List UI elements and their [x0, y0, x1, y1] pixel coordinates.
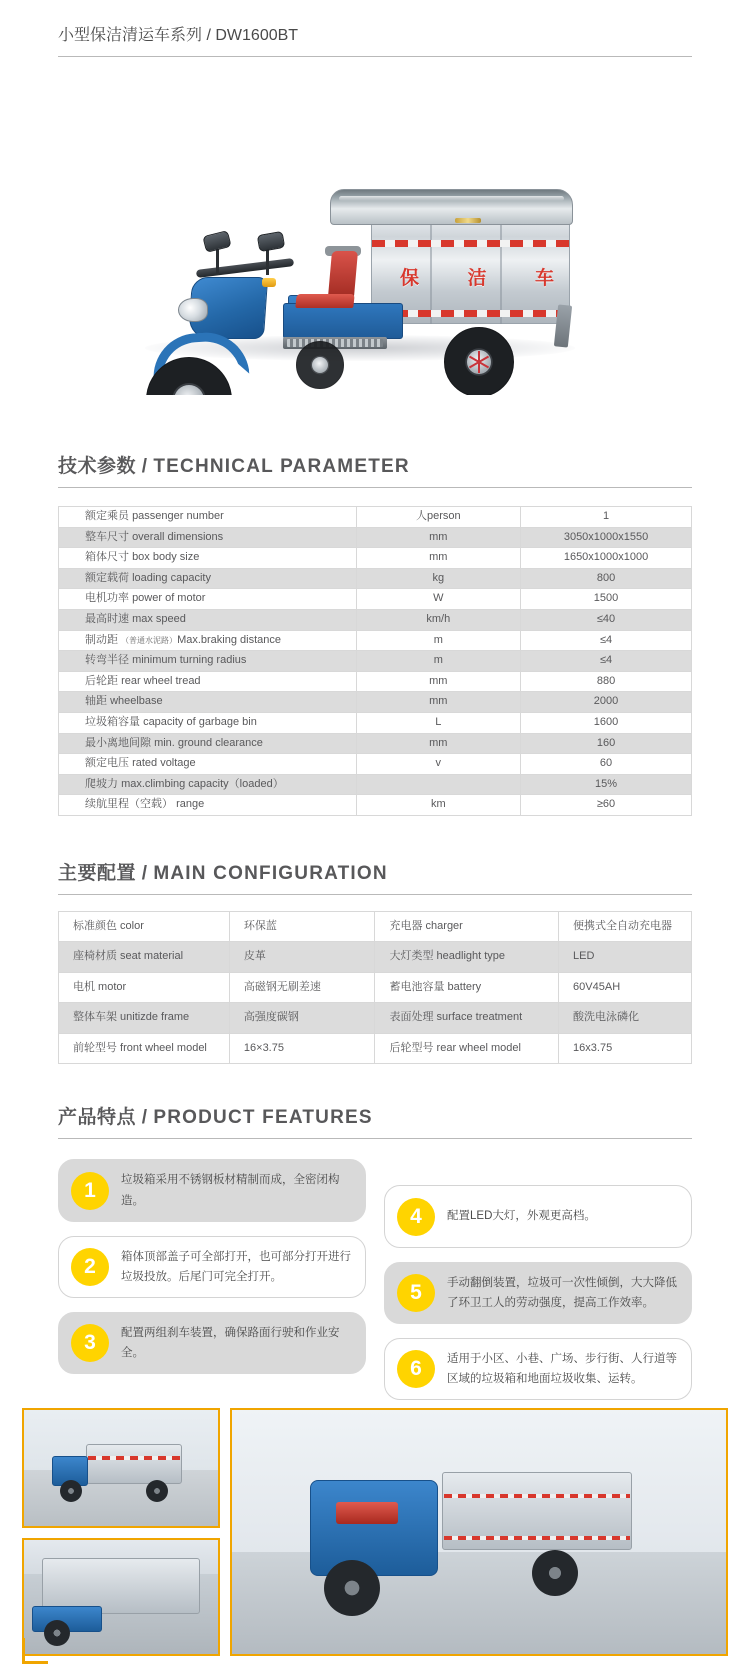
technical-row-name: [59, 671, 357, 692]
mirror-right-stem: [266, 249, 269, 275]
technical-row-name-cn: 电机功率: [85, 592, 129, 605]
technical-row-unit: km: [356, 795, 521, 816]
technical-row-name-en: rear wheel tread: [121, 674, 201, 687]
technical-row-name: [59, 651, 357, 672]
table-row: [59, 651, 692, 672]
photo-main-seat: [336, 1502, 398, 1524]
feature-text: 手动翻倒装置，垃圾可一次性倾倒，大大降低了环卫工人的劳动强度，提高工作效率。: [447, 1276, 677, 1309]
gallery-right-column: [230, 1408, 728, 1656]
table-row: [59, 795, 692, 816]
technical-row-unit: mm: [356, 548, 521, 569]
technical-parameter-section: [0, 395, 750, 816]
technical-row-name: [59, 589, 357, 610]
technical-row-value: 1: [521, 507, 692, 528]
technical-row-name: [59, 733, 357, 754]
photo-top-wheel-rear: [146, 1480, 168, 1502]
technical-row-name: [59, 507, 357, 528]
page-title-block: [0, 0, 750, 57]
table-row: [59, 589, 692, 610]
table-row: [59, 733, 692, 754]
config-row-value-left: 16×3.75: [229, 1033, 375, 1064]
configuration-divider: [58, 894, 692, 895]
technical-row-name-en: rated voltage: [132, 757, 196, 770]
features-heading: [58, 1102, 692, 1139]
technical-row-name-cn: 额定电压: [85, 757, 129, 770]
technical-row-unit: m: [356, 651, 521, 672]
mirror-left-glass: [202, 230, 231, 253]
technical-row-name-cn: 轴距: [85, 695, 107, 708]
table-row: [59, 568, 692, 589]
wheel-rear-left: [296, 341, 344, 389]
box-char-3: 车: [534, 268, 555, 289]
config-row-key-right: 后轮型号 rear wheel model: [375, 1033, 559, 1064]
technical-row-name-en: minimum turning radius: [132, 654, 247, 667]
technical-row-name-cn: 制动距: [85, 633, 118, 646]
technical-row-name-cn: 额定乘员: [85, 510, 129, 522]
configuration-heading-en: MAIN CONFIGURATION: [153, 862, 388, 884]
technical-row-name: [59, 630, 357, 651]
corner-accent-mark: [22, 1638, 48, 1664]
technical-row-name-cn: 额定载荷: [85, 571, 129, 584]
technical-row-name-cn: 最小离地间隙: [85, 736, 151, 749]
technical-row-value: 2000: [521, 692, 692, 713]
gallery-photo-bottom[interactable]: [22, 1538, 220, 1656]
config-row-key-left: 座椅材质 seat material: [59, 942, 230, 973]
table-row: [59, 630, 692, 651]
technical-row-name-en: wheelbase: [110, 695, 163, 708]
photo-main-cab: [310, 1480, 438, 1576]
feature-text: 适用于小区、小巷、广场、步行街、人行道等区域的垃圾箱和地面垃圾收集、运转。: [447, 1352, 677, 1386]
photo-gallery: [0, 1408, 750, 1656]
technical-heading-separator: /: [141, 456, 148, 477]
technical-row-unit: W: [356, 589, 521, 610]
page-title-separator: /: [206, 27, 211, 44]
table-row: [59, 712, 692, 733]
config-row-value-left: 皮革: [229, 942, 375, 973]
technical-row-value: 15%: [521, 774, 692, 795]
config-row-value-left: 环保蓝: [229, 911, 375, 942]
handlebar: [196, 258, 294, 278]
page-title-model: DW1600BT: [215, 27, 299, 44]
photo-top-stripe: [88, 1456, 180, 1460]
table-row: [59, 911, 692, 942]
feature-card-6: [384, 1338, 692, 1400]
technical-row-unit: v: [356, 754, 521, 775]
technical-row-name-en: max speed: [132, 612, 186, 625]
feature-text: 配置LED大灯，外观更高档。: [447, 1210, 596, 1223]
table-row: [59, 774, 692, 795]
reflective-stripe-top: [372, 240, 569, 247]
hero-illustration: [0, 65, 750, 395]
config-row-value-right: 酸洗电泳磷化: [559, 1003, 692, 1034]
technical-row-name-en: Max.braking distance: [177, 633, 282, 646]
config-row-key-right: 大灯类型 headlight type: [375, 942, 559, 973]
mirror-left-stem: [216, 249, 219, 275]
technical-heading-cn: 技术参数: [58, 456, 137, 477]
table-row: [59, 1033, 692, 1064]
technical-row-value: ≥60: [521, 795, 692, 816]
main-configuration-section: [0, 816, 750, 1065]
technical-row-name-en: power of motor: [132, 592, 206, 605]
technical-row-unit: mm: [356, 671, 521, 692]
configuration-heading-separator: /: [141, 862, 148, 884]
feature-card-4: [384, 1185, 692, 1247]
technical-row-name: [59, 795, 357, 816]
technical-row-value: 1650x1000x1000: [521, 548, 692, 569]
config-row-key-right: 充电器 charger: [375, 911, 559, 942]
technical-row-unit: km/h: [356, 609, 521, 630]
config-row-value-right: 60V45AH: [559, 972, 692, 1003]
technical-row-unit: kg: [356, 568, 521, 589]
technical-row-name-cn: 爬坡力: [85, 777, 118, 790]
photo-main-wheel-rear: [532, 1550, 578, 1596]
wheel-hub-rear-left: [312, 357, 328, 373]
technical-row-name: [59, 692, 357, 713]
feature-card-1: [58, 1159, 366, 1221]
config-row-value-left: 高强度碳钢: [229, 1003, 375, 1034]
technical-row-name-en: box body size: [132, 551, 200, 564]
configuration-heading-cn: 主要配置: [58, 862, 137, 884]
configuration-table-body: [59, 911, 692, 1064]
box-char-1: 保: [400, 268, 421, 289]
technical-row-name: [59, 774, 357, 795]
technical-row-value: ≤4: [521, 651, 692, 672]
wheel-hub-front: [174, 385, 204, 395]
technical-row-value: 1600: [521, 712, 692, 733]
table-row: [59, 1003, 692, 1034]
technical-row-name: [59, 609, 357, 630]
feature-card-3: [58, 1312, 366, 1374]
table-row: [59, 942, 692, 973]
feature-number-badge: 6: [397, 1350, 435, 1388]
photo-main-wheel-front: [324, 1560, 380, 1616]
technical-row-value: ≤4: [521, 630, 692, 651]
seat-cushion: [295, 294, 354, 308]
config-row-value-right: 16x3.75: [559, 1033, 692, 1064]
technical-row-unit: mm: [356, 527, 521, 548]
technical-row-name: [59, 754, 357, 775]
technical-row-name-en: capacity of garbage bin: [143, 715, 257, 728]
config-row-key-left: 电机 motor: [59, 972, 230, 1003]
feature-number-badge: 4: [397, 1198, 435, 1236]
table-row: [59, 609, 692, 630]
gallery-photo-top[interactable]: [22, 1408, 220, 1528]
page-title: [58, 22, 692, 45]
feature-number-badge: 1: [71, 1172, 109, 1210]
product-features-section: [0, 1064, 750, 1386]
feature-text: 配置两组刹车装置，确保路面行驶和作业安全。: [121, 1326, 340, 1360]
technical-row-unit: m: [356, 630, 521, 651]
page-title-cn: 小型保洁清运车系列: [58, 27, 203, 44]
technical-row-name-en: min. ground clearance: [154, 736, 263, 749]
features-heading-separator: /: [141, 1107, 148, 1129]
features-heading-cn: 产品特点: [58, 1107, 137, 1129]
config-row-key-left: 前轮型号 front wheel model: [59, 1033, 230, 1064]
box-side-text: [400, 263, 555, 290]
technical-row-name-en: loading capacity: [132, 571, 211, 584]
technical-heading-en: TECHNICAL PARAMETER: [153, 456, 410, 477]
technical-row-name-en: overall dimensions: [132, 530, 224, 543]
technical-heading: [58, 451, 692, 488]
feature-number-badge: 5: [397, 1274, 435, 1312]
technical-row-name-en: max.climbing capacity（loaded）: [121, 777, 284, 790]
technical-row-name-en: passenger number: [132, 510, 224, 522]
gallery-photo-main[interactable]: [230, 1408, 728, 1656]
technical-row-name-cn: 整车尺寸: [85, 530, 129, 543]
wheel-rear-right: [444, 327, 514, 395]
config-row-key-right: 表面处理 surface treatment: [375, 1003, 559, 1034]
main-configuration-table: [58, 911, 692, 1065]
technical-row-value: ≤40: [521, 609, 692, 630]
technical-row-unit: mm: [356, 733, 521, 754]
table-row: [59, 671, 692, 692]
photo-top-wheel-front: [60, 1480, 82, 1502]
technical-row-name: [59, 527, 357, 548]
gallery-left-column: [22, 1408, 220, 1656]
technical-row-name-cn: 后轮距: [85, 674, 118, 687]
feature-text: 箱体顶部盖子可全部打开，也可部分打开进行垃圾投放。后尾门可完全打开。: [121, 1250, 351, 1283]
cab-platform: [283, 303, 403, 339]
feature-card-5: [384, 1262, 692, 1324]
features-heading-en: PRODUCT FEATURES: [153, 1107, 373, 1129]
technical-row-name-cn: 续航里程（空载）: [85, 798, 173, 811]
config-row-key-right: 蓄电池容量 battery: [375, 972, 559, 1003]
table-row: [59, 548, 692, 569]
table-row: [59, 527, 692, 548]
photo-top-box: [86, 1444, 182, 1484]
technical-row-name-cn: 转弯半径: [85, 654, 129, 667]
technical-divider: [58, 487, 692, 488]
headlight-icon: [178, 298, 208, 322]
technical-row-name: [59, 568, 357, 589]
mirror-right-glass: [257, 231, 286, 252]
technical-row-name-cn: 箱体尺寸: [85, 551, 129, 564]
config-row-key-left: 整体车架 unitizde frame: [59, 1003, 230, 1034]
wheel-hub-rear-right: [467, 350, 491, 374]
technical-row-unit: 人person: [356, 507, 521, 528]
table-row: [59, 507, 692, 528]
table-row: [59, 754, 692, 775]
technical-row-unit: [356, 774, 521, 795]
config-row-key-left: 标准颜色 color: [59, 911, 230, 942]
config-row-value-left: 高磁钢无刷差速: [229, 972, 375, 1003]
technical-table-body: [59, 507, 692, 816]
features-divider: [58, 1138, 692, 1139]
photo-main-stripe-bottom: [444, 1536, 630, 1540]
technical-parameter-table: [58, 506, 692, 816]
table-row: [59, 692, 692, 713]
technical-row-value: 800: [521, 568, 692, 589]
lid-latch-icon: [455, 218, 481, 223]
technical-row-name-cn: 垃圾箱容量: [85, 715, 140, 728]
technical-row-name-en: range: [176, 798, 205, 811]
features-grid: [58, 1159, 692, 1386]
feature-number-badge: 3: [71, 1324, 109, 1362]
seat-backrest: [328, 251, 358, 297]
technical-row-value: 1500: [521, 589, 692, 610]
technical-row-name-sub: （普通水泥路）: [121, 635, 178, 645]
photo-main-ground: [232, 1552, 726, 1654]
technical-row-name: [59, 548, 357, 569]
technical-row-value: 880: [521, 671, 692, 692]
photo-main-stripe-top: [444, 1494, 630, 1498]
tailgate: [554, 304, 572, 347]
technical-row-name-cn: 最高时速: [85, 612, 129, 625]
configuration-heading: [58, 858, 692, 895]
technical-row-unit: L: [356, 712, 521, 733]
technical-row-name: [59, 712, 357, 733]
box-char-2: 洁: [467, 268, 488, 289]
feature-card-2: [58, 1236, 366, 1298]
config-row-value-right: LED: [559, 942, 692, 973]
technical-row-value: 160: [521, 733, 692, 754]
turn-signal-icon: [262, 278, 276, 287]
title-divider: [58, 56, 692, 57]
garbage-box-lid: [330, 189, 573, 225]
technical-row-unit: mm: [356, 692, 521, 713]
feature-number-badge: 2: [71, 1248, 109, 1286]
hero-product-image: [0, 65, 750, 395]
config-row-value-right: 便携式全自动充电器: [559, 911, 692, 942]
technical-row-value: 60: [521, 754, 692, 775]
feature-text: 垃圾箱采用不锈钢板材精制而成，全密闭构造。: [121, 1174, 340, 1207]
table-row: [59, 972, 692, 1003]
technical-row-value: 3050x1000x1550: [521, 527, 692, 548]
